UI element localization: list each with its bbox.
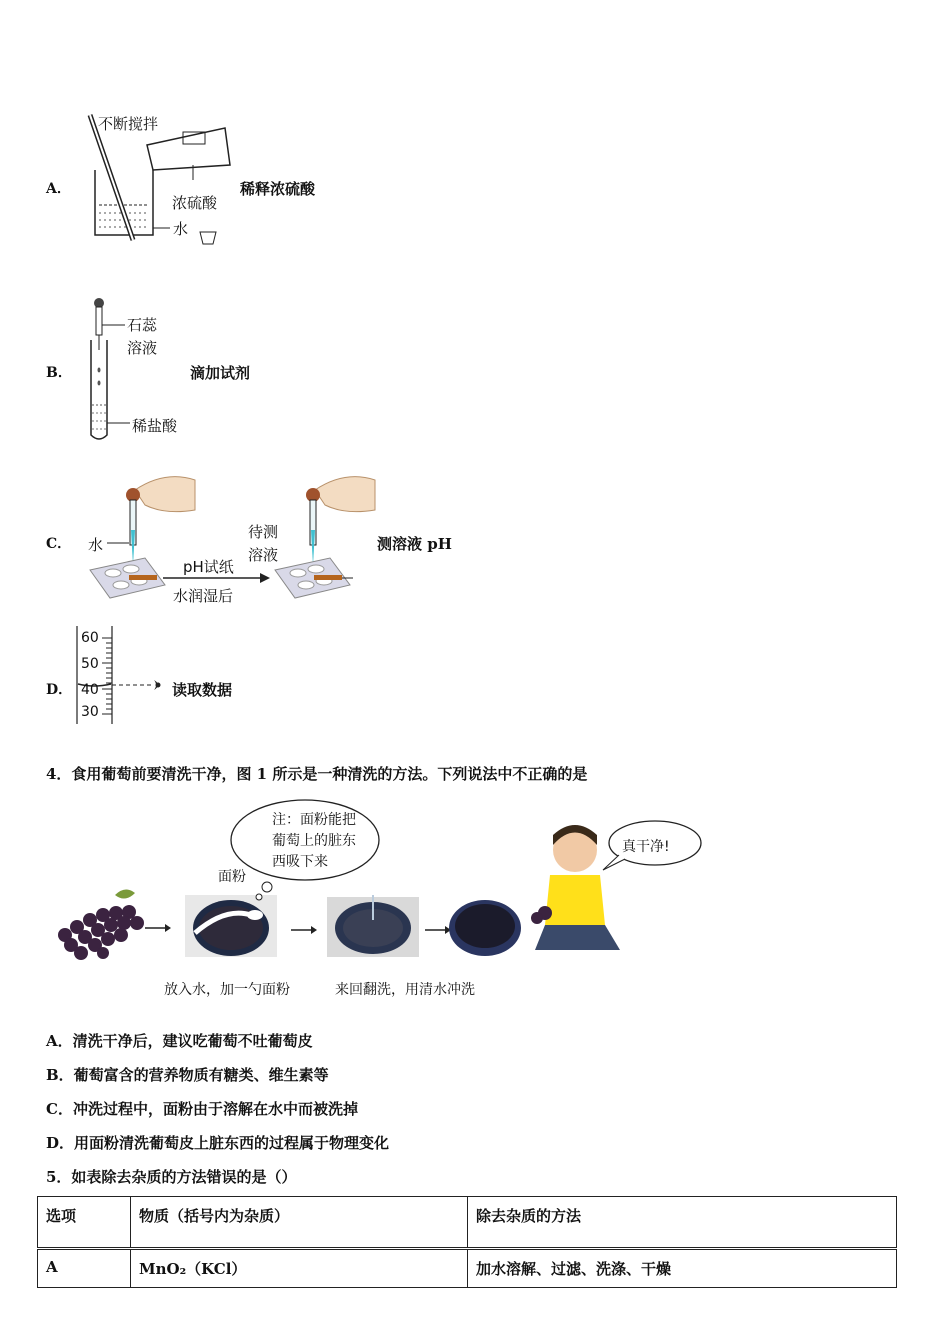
table-row <box>38 1249 897 1288</box>
option-c-caption: 测溶液 pH <box>377 535 452 553</box>
option-c-letter: C． <box>46 536 72 552</box>
water-label: 水 <box>173 220 189 238</box>
row-a-method: 加水溶解、过滤、洗涤、干燥 <box>468 1249 897 1288</box>
tick-60: 60 <box>81 630 99 646</box>
header-substance: 物质（括号内为杂质） <box>131 1197 468 1249</box>
ph-paper-label: pH试纸 <box>183 558 234 576</box>
stir-label: 不断搅拌 <box>98 115 159 133</box>
header-option: 选项 <box>38 1197 131 1249</box>
table-header-row <box>38 1197 897 1249</box>
header-method: 除去杂质的方法 <box>468 1197 897 1249</box>
dilute-hcl-label: 稀盐酸 <box>132 417 178 435</box>
note-line-3: 西吸下来 <box>272 854 328 870</box>
litmus-label-1: 石蕊 <box>127 316 158 334</box>
step2-caption: 来回翻洗，用清水冲洗 <box>335 982 475 998</box>
test-solution-label-2: 溶液 <box>248 546 279 564</box>
row-a-substance: MnO₂（KCl） <box>131 1249 468 1288</box>
step1-caption: 放入水，加一勺面粉 <box>164 982 290 998</box>
option-a-caption: 稀释浓硫酸 <box>240 180 316 198</box>
q4-stem: 4．食用葡萄前要清洗干净，图 1 所示是一种清洗的方法。下列说法中不正确的是 <box>46 765 588 783</box>
flour-label: 面粉 <box>218 869 246 885</box>
option-b-caption: 滴加试剂 <box>190 364 251 382</box>
tick-50: 50 <box>81 656 99 672</box>
kid-speech: 真干净! <box>622 839 670 855</box>
row-a-option: A <box>38 1249 131 1288</box>
option-a-letter: A． <box>46 181 71 197</box>
ph-test-diagram <box>85 470 385 605</box>
litmus-label-2: 溶液 <box>127 339 158 357</box>
water-label-c: 水 <box>88 536 104 554</box>
q5-stem: 5．如表除去杂质的方法错误的是（） <box>46 1168 297 1186</box>
option-d-caption: 读取数据 <box>172 681 233 699</box>
grape-washing-figure <box>45 795 715 970</box>
q4-choice-a: A．清洗干净后，建议吃葡萄不吐葡萄皮 <box>46 1032 313 1050</box>
tick-30: 30 <box>81 704 99 720</box>
impurity-table <box>37 1196 897 1288</box>
q4-choice-d: D．用面粉清洗葡萄皮上脏东西的过程属于物理变化 <box>46 1134 390 1152</box>
option-b-letter: B． <box>46 365 72 381</box>
test-solution-label-1: 待测 <box>248 523 279 541</box>
q4-choice-c: C．冲洗过程中，面粉由于溶解在水中而被洗掉 <box>46 1100 358 1118</box>
conc-acid-label: 浓硫酸 <box>172 194 218 212</box>
tick-40: 40 <box>81 682 99 698</box>
note-line-2: 葡萄上的脏东 <box>272 833 356 849</box>
q4-choice-b: B．葡萄富含的营养物质有糖类、维生素等 <box>46 1066 329 1084</box>
option-d-letter: D． <box>46 682 73 698</box>
note-line-1: 注：面粉能把 <box>272 812 356 828</box>
wetted-label: 水润湿后 <box>173 587 234 605</box>
